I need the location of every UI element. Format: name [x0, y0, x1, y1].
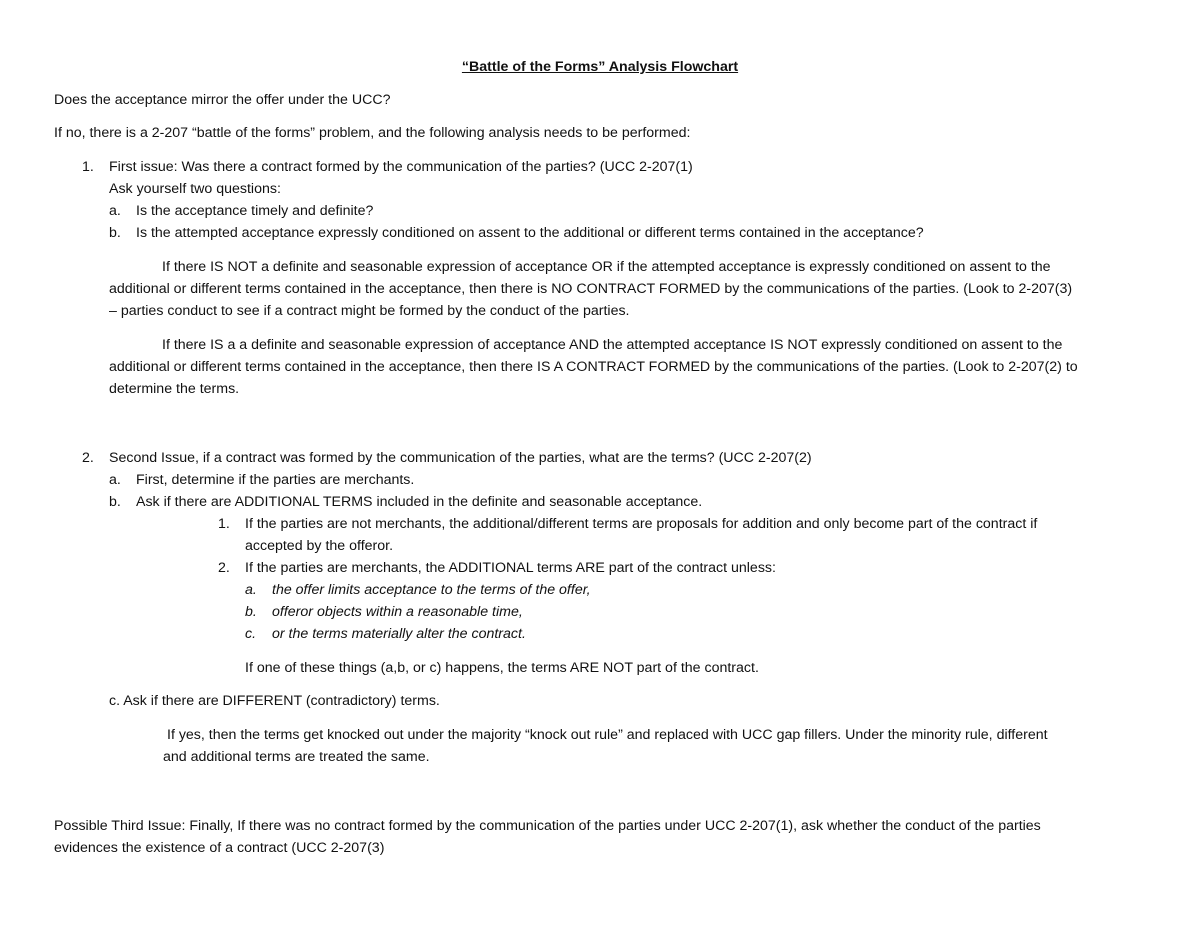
exception-b: offeror objects within a reasonable time, — [272, 604, 523, 620]
issue2-heading: Second Issue, if a contract was formed by the communication of the parties, what are the terms? (UCC 2-207(2) — [109, 450, 812, 466]
issue1-para-not-line2: additional or different terms contained in the acceptance, then there is NO CONTRACT FORMED by the communications of the parties. (Look to 2-207(3) — [109, 281, 1073, 297]
document-title: “Battle of the Forms” Analysis Flowchart — [461, 59, 739, 75]
issue1-question-a: Is the acceptance timely and definite? — [136, 203, 374, 219]
issue1-para-is-line2: additional or different terms contained in the acceptance, then there IS A CONTRACT FORMED by the communications of the parties. (Look to 2-207(2) to — [109, 359, 1078, 375]
issue1-question-a-marker: a. — [109, 203, 121, 219]
issue2-sub2-marker: 2. — [218, 560, 230, 576]
exception-c: or the terms materially alter the contract. — [272, 626, 526, 642]
issue2-item-c: c. Ask if there are DIFFERENT (contradictory) terms. — [109, 693, 440, 709]
issue2-item-b-marker: b. — [109, 494, 121, 510]
exception-a-marker: a. — [245, 582, 257, 598]
issue2-item-a-marker: a. — [109, 472, 121, 488]
issue1-number: 1. — [82, 159, 94, 175]
issue2-item-c-note-line2: and additional terms are treated the same. — [163, 749, 430, 765]
issue2-number: 2. — [82, 450, 94, 466]
issue1-para-not-line1: If there IS NOT a definite and seasonable expression of acceptance OR if the attempted acceptance is expressly conditioned on assent to the — [162, 259, 1051, 275]
intro-if-no: If no, there is a 2-207 “battle of the forms” problem, and the following analysis needs to be performed: — [54, 125, 691, 141]
exception-b-marker: b. — [245, 604, 257, 620]
issue1-para-is-line3: determine the terms. — [109, 381, 240, 397]
exceptions-note: If one of these things (a,b, or c) happens, the terms ARE NOT part of the contract. — [245, 660, 759, 676]
issue2-sub1-marker: 1. — [218, 516, 230, 532]
issue1-question-b: Is the attempted acceptance expressly conditioned on assent to the additional or different terms contained in the acceptance? — [136, 225, 924, 241]
issue1-para-not-line3: – parties conduct to see if a contract might be formed by the conduct of the parties. — [109, 303, 630, 319]
issue1-question-b-marker: b. — [109, 225, 121, 241]
issue2-item-a: First, determine if the parties are merchants. — [136, 472, 415, 488]
issue2-sub2: If the parties are merchants, the ADDITIONAL terms ARE part of the contract unless: — [245, 560, 776, 576]
issue1-para-is-line1: If there IS a a definite and seasonable expression of acceptance AND the attempted acceptance IS NOT expressly conditioned on assent to the — [162, 337, 1063, 353]
exception-c-marker: c. — [245, 626, 257, 642]
intro-question: Does the acceptance mirror the offer under the UCC? — [54, 92, 391, 108]
third-issue-line2: evidences the existence of a contract (UCC 2-207(3) — [54, 840, 385, 856]
issue1-ask: Ask yourself two questions: — [109, 181, 281, 197]
third-issue-line1: Possible Third Issue: Finally, If there was no contract formed by the communication of the parties under UCC 2-207(1), ask whether the conduct of the parties — [54, 818, 1041, 834]
issue2-item-b: Ask if there are ADDITIONAL TERMS included in the definite and seasonable acceptance. — [136, 494, 703, 510]
issue1-heading: First issue: Was there a contract formed by the communication of the parties? (UCC 2-207(1) — [109, 159, 693, 175]
exception-a: the offer limits acceptance to the terms of the offer, — [272, 582, 591, 598]
issue2-sub1-line2: accepted by the offeror. — [245, 538, 394, 554]
issue2-sub1-line1: If the parties are not merchants, the additional/different terms are proposals for addition and only become part of the contract if — [245, 516, 1038, 532]
issue2-item-c-note-line1: If yes, then the terms get knocked out under the majority “knock out rule” and replaced with UCC gap fillers. Under the minority rule, different — [167, 727, 1048, 743]
